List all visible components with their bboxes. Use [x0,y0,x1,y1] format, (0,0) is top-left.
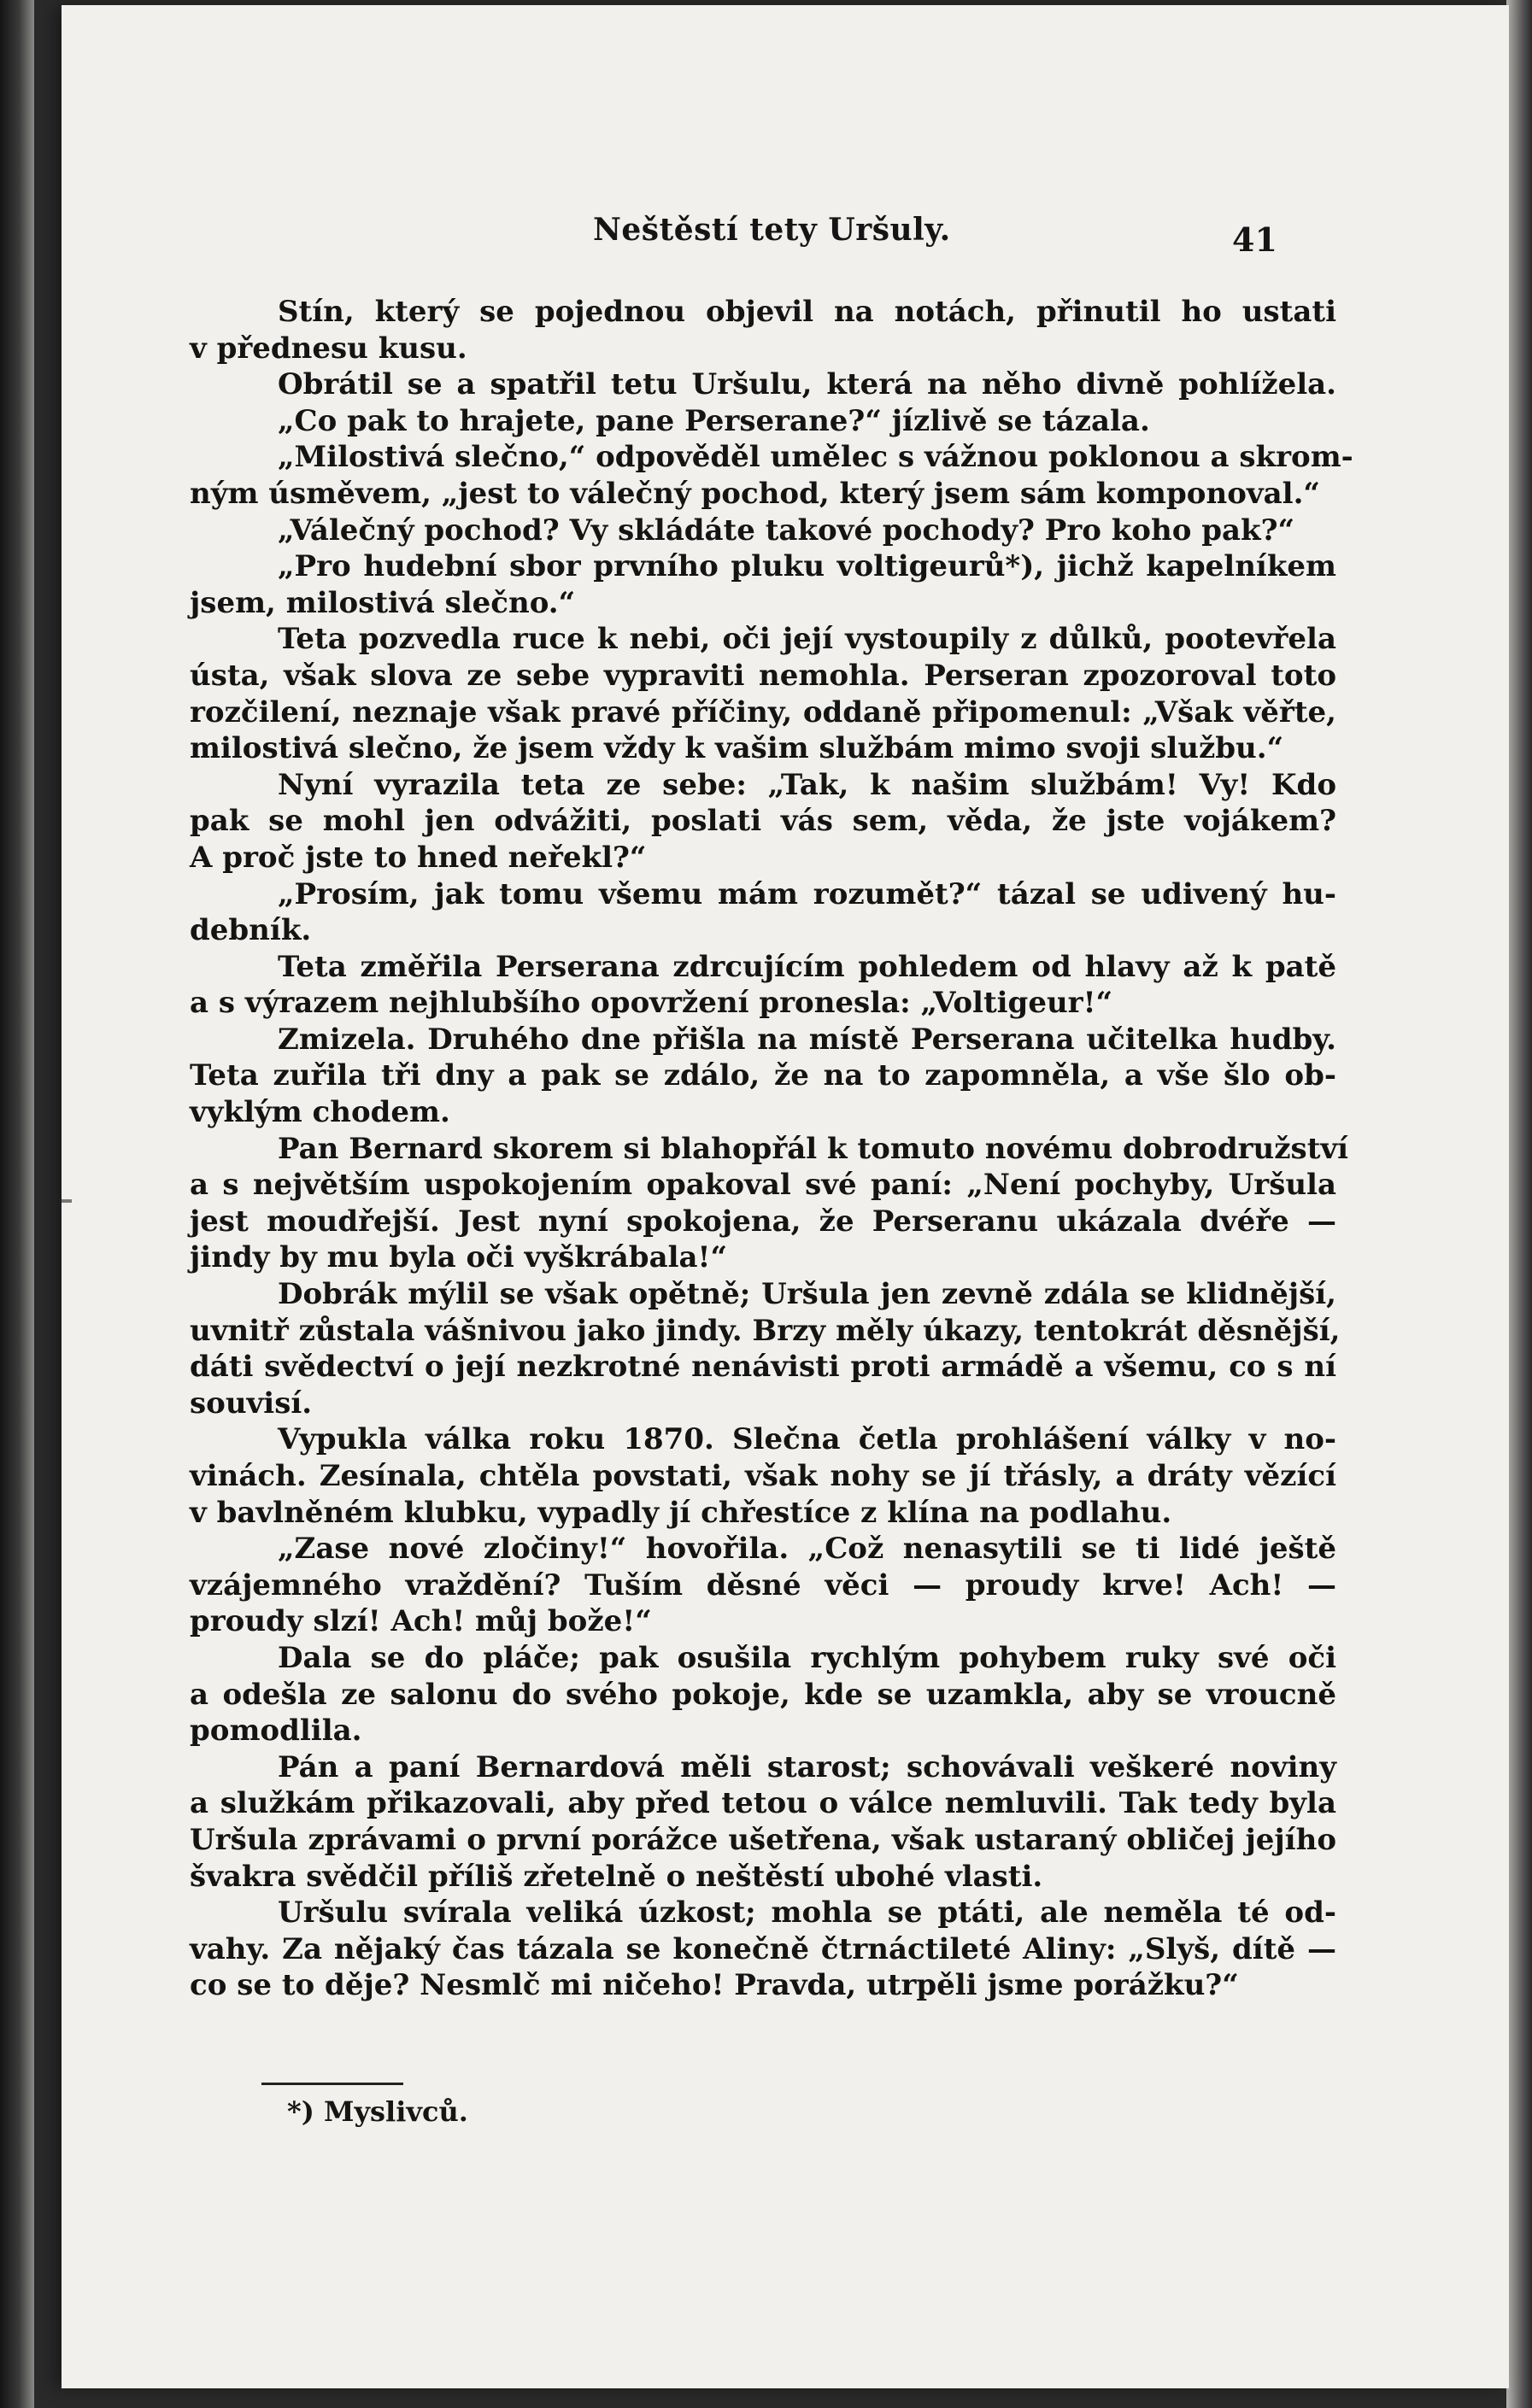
text-line: uvnitř zůstala vášnivou jako jindy. Brzy měly úkazy, tentokrát děsnější, [190,1313,1341,1348]
text-line: „Zase nové zločiny!“ hovořila. „Což nenasytili se ti lidé ještě [278,1532,1336,1567]
text-line: a služkám přikazovali, aby před tetou o válce nemluvili. Tak tedy byla [190,1786,1336,1821]
text-line: vahy. Za nějaký čas tázala se konečně čtrnáctileté Aliny: „Slyš, dítě — [190,1931,1336,1966]
text-line: co se to děje? Nesmlč mi ničeho! Pravda, utrpěli jsme porážku?“ [190,1968,1239,2003]
text-line: jest moudřejší. Jest nyní spokojena, že Perseranu ukázala dvéře — [190,1204,1336,1239]
text-line: švakra svědčil příliš zřetelně o neštěstí ubohé vlasti. [190,1859,1043,1894]
body-text [190,294,1353,2004]
page-number: 41 [1232,220,1277,259]
scan-edge-left [0,0,34,2408]
footnote: *) Myslivců. [287,2095,468,2128]
text-line: Dala se do pláče; pak osušila rychlým pohybem ruky své oči [278,1640,1336,1675]
text-line: Teta změřila Perserana zdrcujícím pohledem od hlavy až k patě [278,949,1336,984]
text-line: „Válečný pochod? Vy skládáte takové pochody? Pro koho pak?“ [278,513,1295,548]
text-line: Nyní vyrazila teta ze sebe: „Tak, k našim službám! Vy! Kdo [278,767,1336,802]
text-line: jsem, milostivá slečno.“ [190,585,576,620]
text-line: „Co pak to hrajete, pane Perserane?“ jízlivě se tázala. [278,403,1150,438]
text-line: dáti svědectví o její nezkrotné nenávisti proti armádě a všemu, co s ní [190,1350,1336,1385]
text-line: Vypukla válka roku 1870. Slečna četla prohlášení války v no- [278,1422,1336,1457]
text-line: jindy by mu byla oči vyškrábala!“ [190,1240,728,1275]
text-line: Teta pozvedla ruce k nebi, oči její vystoupily z důlků, pootevřela [278,622,1336,657]
text-line: Teta zuřila tři dny a pak se zdálo, že na to zapomněla, a vše šlo ob- [190,1058,1336,1093]
text-line: a s největším uspokojením opakoval své paní: „Není pochyby, Uršula [190,1168,1336,1203]
text-line: Zmizela. Druhého dne přišla na místě Perserana učitelka hudby. [278,1022,1336,1057]
book-page [62,5,1509,2388]
footnote-rule [261,2083,403,2085]
text-line: Pán a paní Bernardová měli starost; schovávali veškeré noviny [278,1749,1336,1784]
text-line: A proč jste to hned neřekl?“ [190,840,647,875]
text-line: vzájemného vraždění? Tuším děsné věci — proudy krve! Ach! — [190,1567,1336,1602]
text-line: Pan Bernard skorem si blahopřál k tomuto novému dobrodružství [278,1131,1349,1166]
text-line: v bavlněném klubku, vypadly jí chřestíce z klína na podlahu. [190,1495,1172,1530]
running-title: Neštěstí tety Uršuly. [593,212,951,248]
text-line: „Milostivá slečno,“ odpověděl umělec s vážnou poklonou a skrom- [278,440,1353,475]
text-line: debník. [190,913,312,948]
text-line: proudy slzí! Ach! můj bože!“ [190,1604,652,1639]
text-line: milostivá slečno, že jsem vždy k vašim službám mimo svoji službu.“ [190,731,1284,766]
text-line: Uršula zprávami o první porážce ušetřena, však ustaraný obličej jejího [190,1822,1336,1857]
text-line: vyklým chodem. [190,1095,450,1130]
text-line: „Prosím, jak tomu všemu mám rozumět?“ tázal se udivený hu- [278,876,1336,911]
margin-mark [62,1199,72,1203]
text-line: pomodlila. [190,1714,362,1749]
text-line: a s výrazem nejhlubšího opovržení pronesla: „Voltigeur!“ [190,986,1113,1021]
text-line: ným úsměvem, „jest to válečný pochod, který jsem sám komponoval.“ [190,476,1320,511]
text-line: v přednesu kusu. [190,331,467,366]
text-line: Obrátil se a spatřil tetu Uršulu, která na něho divně pohlížela. [278,367,1336,402]
text-line: a odešla ze salonu do svého pokoje, kde se uzamkla, aby se vroucně [190,1677,1336,1712]
text-line: Stín, který se pojednou objevil na notách, přinutil ho ustati [278,295,1336,329]
text-line: vinách. Zesínala, chtěla povstati, však nohy se jí třásly, a dráty vězící [190,1459,1336,1493]
text-line: ústa, však slova ze sebe vypraviti nemohla. Perseran zpozoroval toto [190,658,1336,693]
text-line: pak se mohl jen odvážiti, poslati vás sem, věda, že jste vojákem? [190,804,1336,839]
text-line: „Pro hudební sbor prvního pluku voltigeurů*), jichž kapelníkem [278,549,1336,584]
text-line: Uršulu svírala veliká úzkost; mohla se ptáti, ale neměla té od- [278,1895,1336,1931]
text-line: Dobrák mýlil se však opětně; Uršula jen zevně zdála se klidnější, [278,1277,1336,1312]
scan-edge-right [1506,0,1532,2408]
text-line: rozčilení, neznaje však pravé příčiny, oddaně připomenul: „Však věřte, [190,694,1336,729]
text-line: souvisí. [190,1386,313,1421]
